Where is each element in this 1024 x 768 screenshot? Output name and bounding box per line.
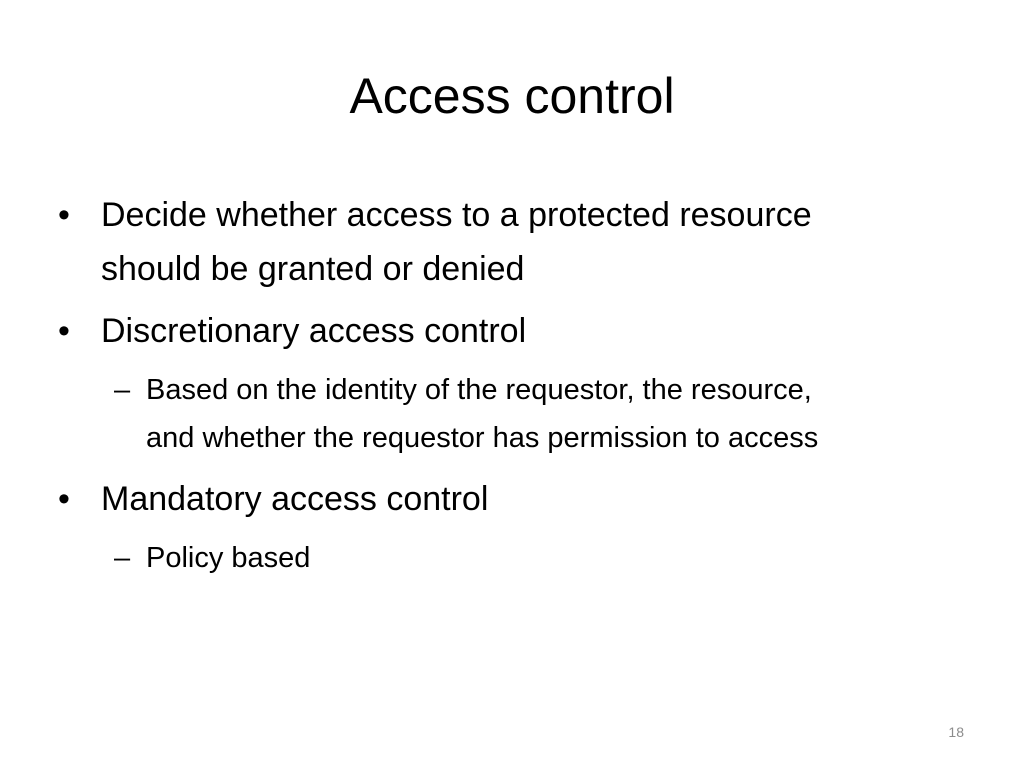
bullet-marker: • [58, 312, 70, 350]
sub-bullet-text: Based on the identity of the requestor, the resource, and whether the requestor has permission to access [146, 374, 819, 454]
bullet-item [58, 472, 958, 526]
bullet-item [58, 188, 958, 296]
sub-bullet-item [58, 534, 958, 582]
slide-title: Access control [349, 68, 675, 124]
sub-bullet-marker: – [114, 542, 131, 574]
bullet-text: Mandatory access control [101, 480, 489, 518]
bullet-text: Decide whether access to a protected resource should be granted or denied [101, 196, 812, 288]
sub-bullet-text: Policy based [146, 542, 311, 574]
page-number: 18 [948, 724, 964, 740]
bullet-marker: • [58, 196, 70, 234]
slide-content [58, 188, 958, 592]
bullet-item [58, 304, 958, 358]
bullet-marker: • [58, 480, 70, 518]
sub-bullet-marker: – [114, 374, 131, 406]
bullet-text: Discretionary access control [101, 312, 527, 350]
sub-bullet-item [58, 366, 958, 462]
